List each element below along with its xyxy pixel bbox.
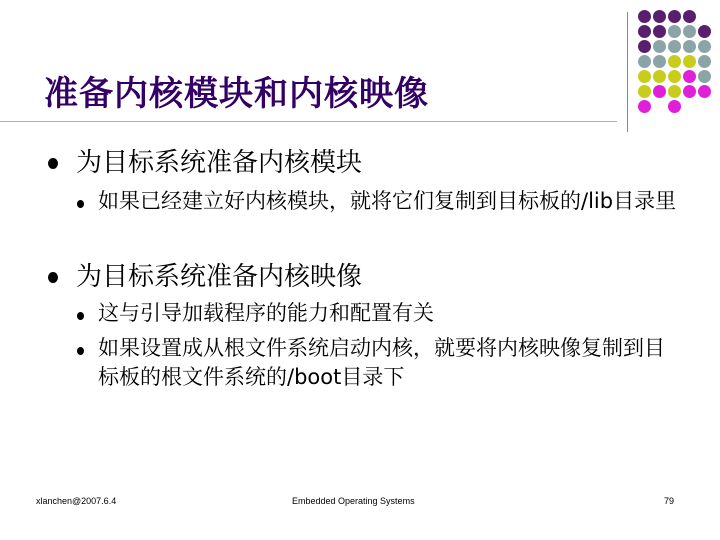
decor-dot	[683, 40, 696, 53]
decor-dot	[668, 10, 681, 23]
footer-page-number: 79	[664, 496, 675, 506]
title-divider	[0, 121, 617, 122]
decor-dot	[698, 85, 711, 98]
decor-dot	[683, 85, 696, 98]
decor-dot	[698, 25, 711, 38]
sub-bullet-text: 如果设置成从根文件系统启动内核，就要将内核映像复制到目标板的根文件系统的/boot目录下	[98, 336, 665, 389]
decor-vertical-line	[627, 12, 628, 132]
decor-dot	[668, 40, 681, 53]
decor-dot	[683, 10, 696, 23]
bullet-text: 为目标系统准备内核模块	[76, 148, 363, 178]
bullet-marker	[48, 158, 58, 169]
decor-dot	[683, 70, 696, 83]
sub-bullet-marker	[77, 200, 84, 208]
decor-dot	[668, 55, 681, 68]
decor-dot	[653, 25, 666, 38]
decor-dot	[653, 55, 666, 68]
decor-dot	[698, 55, 711, 68]
decor-dot	[653, 10, 666, 23]
decor-dot	[638, 70, 651, 83]
decor-dot	[638, 85, 651, 98]
bullet-text: 为目标系统准备内核映像	[76, 262, 363, 292]
decor-dot	[668, 85, 681, 98]
sub-bullet-marker	[77, 312, 84, 320]
footer-author-date: xlanchen@2007.6.4	[36, 496, 117, 506]
decor-dot	[638, 100, 651, 113]
decor-dot	[668, 25, 681, 38]
decor-dot-grid	[638, 10, 718, 114]
sub-bullet-text: 如果已经建立好内核模块，就将它们复制到目标板的/lib目录里	[98, 189, 677, 213]
decor-dot	[638, 10, 651, 23]
decor-dot	[638, 25, 651, 38]
decor-dot	[683, 25, 696, 38]
sub-bullet-marker	[77, 347, 84, 355]
decor-dot	[698, 40, 711, 53]
decor-dot	[653, 40, 666, 53]
decor-dot	[668, 100, 681, 113]
decor-dot	[653, 70, 666, 83]
decor-dot	[638, 55, 651, 68]
decor-dot	[668, 70, 681, 83]
decor-dot	[698, 70, 711, 83]
sub-bullet-text: 这与引导加载程序的能力和配置有关	[98, 301, 434, 325]
slide-title: 准备内核模块和内核映像	[44, 74, 429, 114]
footer-course-title: Embedded Operating Systems	[292, 496, 415, 506]
bullet-marker	[48, 272, 58, 283]
decor-dot	[683, 55, 696, 68]
decor-dot	[653, 85, 666, 98]
decor-dot	[638, 40, 651, 53]
